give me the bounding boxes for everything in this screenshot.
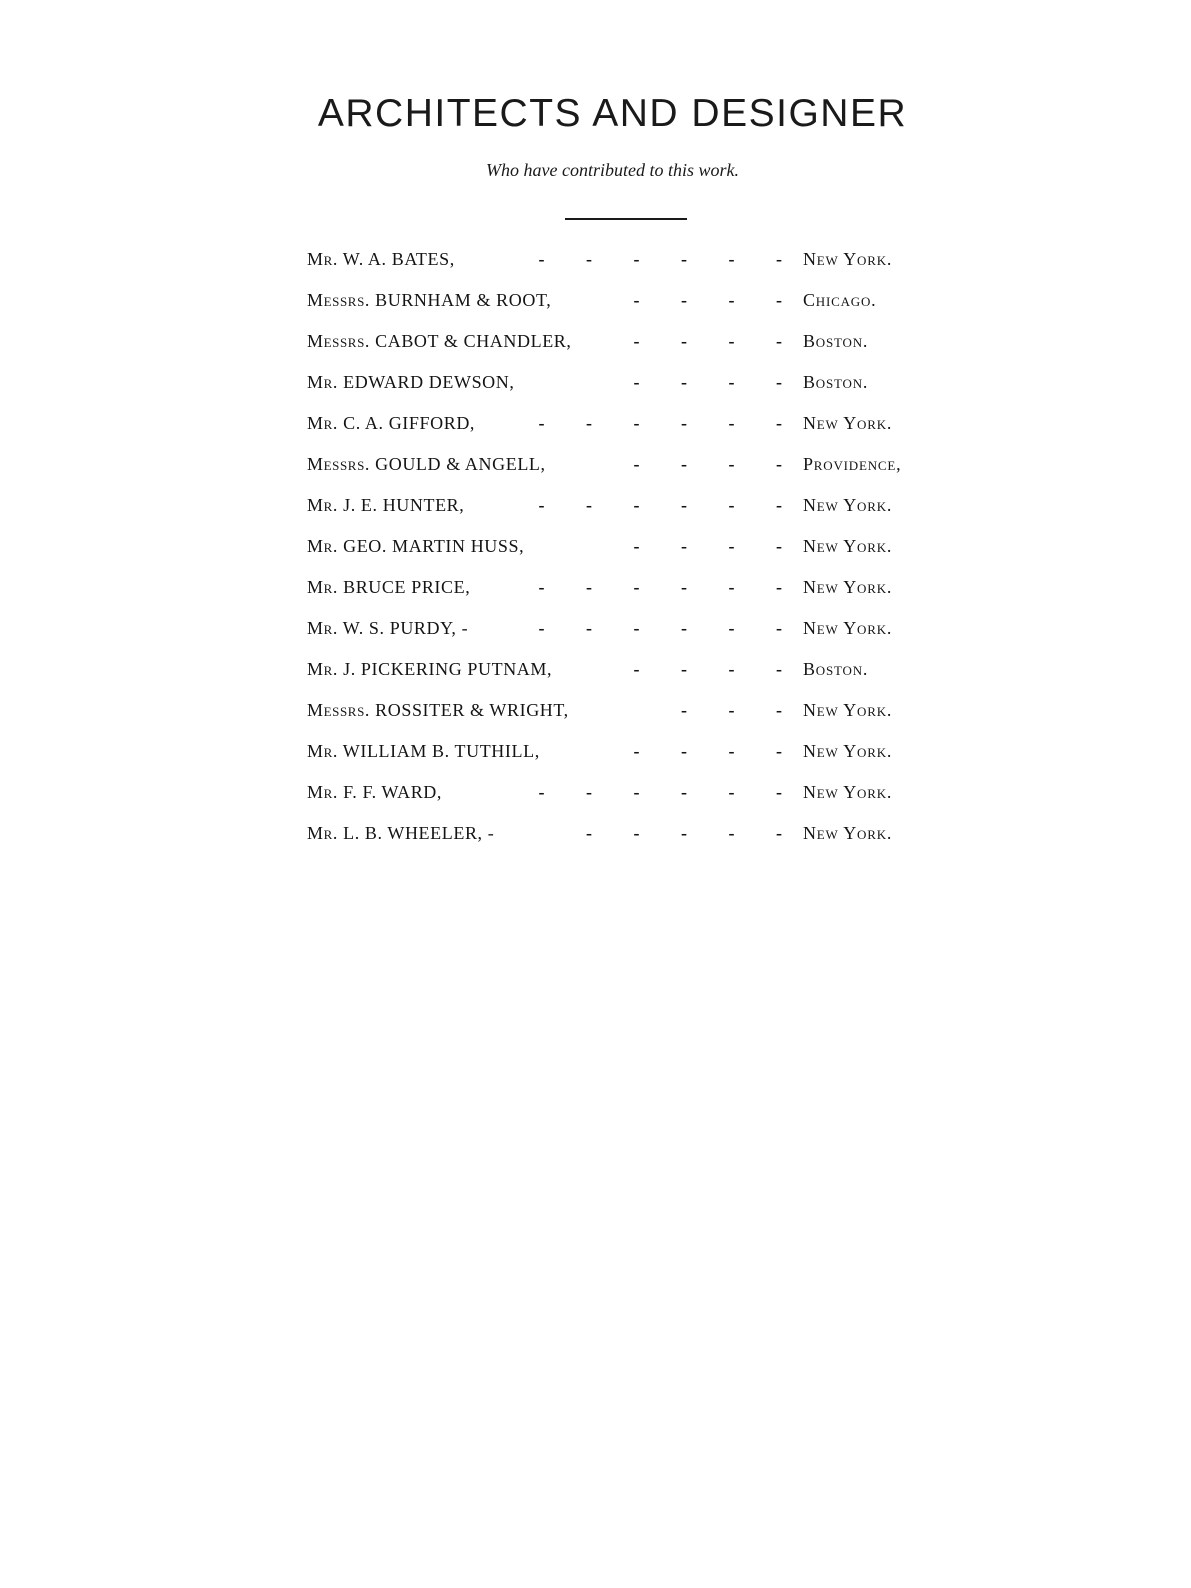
contributor-name-text: CABOT & CHANDLER, [375,331,572,351]
contributor-prefix: Mr. [307,618,338,638]
list-item [307,738,917,779]
contributor-city: Providence, [803,454,902,474]
contributors-list [307,246,917,861]
dot-leaders: - - - - [633,290,782,310]
list-item [307,533,917,574]
list-item [307,287,917,328]
contributor-prefix: Mr. [307,413,338,433]
contributor-prefix: Mr. [307,536,338,556]
contributor-name-text: GOULD & ANGELL, [375,454,546,474]
document-page [300,0,925,1588]
list-item [307,656,917,697]
contributor-name-text: W. S. PURDY, - [342,618,469,638]
contributor-city: Chicago. [803,290,877,310]
contributor-prefix: Mr. [307,495,338,515]
contributor-prefix: Mr. [307,249,338,269]
dot-leaders: - - - - - - [538,577,782,597]
dot-leaders: - - - - [633,454,782,474]
dot-leaders: - - - - - - [538,249,782,269]
list-item [307,615,917,656]
contributor-name-text: EDWARD DEWSON, [343,372,515,392]
contributor-name [307,369,514,396]
list-item [307,328,917,369]
contributor-name-text: W. A. BATES, [342,249,455,269]
list-item [307,410,917,451]
contributor-name-text: C. A. GIFFORD, [343,413,476,433]
dot-leaders: - - - [681,700,782,720]
contributor-name-text: F. F. WARD, [343,782,443,802]
dot-leaders: - - - - - [586,823,782,843]
contributor-name-text: J. E. HUNTER, [343,495,465,515]
contributor-city: New York. [803,823,893,843]
list-item [307,574,917,615]
contributor-city: New York. [803,536,893,556]
page-subtitle: Who have contributed to this work. [486,160,739,180]
contributor-prefix: Messrs. [307,454,371,474]
contributor-name-text: BRUCE PRICE, [343,577,471,597]
contributor-prefix: Mr. [307,823,338,843]
list-item [307,697,917,738]
contributor-name [307,492,464,519]
contributor-name [307,779,442,806]
contributor-name [307,820,494,847]
dot-leaders: - - - - - - [538,495,782,515]
contributor-name [307,738,540,765]
list-item [307,492,917,533]
contributor-name [307,451,546,478]
dot-leaders: - - - - - - [538,618,782,638]
contributor-prefix: Messrs. [307,700,371,720]
contributor-prefix: Mr. [307,782,338,802]
contributor-name-text: GEO. MARTIN HUSS, [343,536,525,556]
contributor-name [307,246,455,273]
contributor-city: New York. [803,249,893,269]
dot-leaders: - - - - - - [538,413,782,433]
contributor-city: Boston. [803,372,869,392]
list-item [307,369,917,410]
contributor-city: New York. [803,700,893,720]
contributor-city: New York. [803,413,893,433]
contributor-prefix: Mr. [307,372,338,392]
contributor-city: Boston. [803,331,869,351]
contributor-city: Boston. [803,659,869,679]
contributor-name [307,574,470,601]
list-item [307,451,917,492]
contributor-prefix: Mr. [307,741,338,761]
page-title: ARCHITECTS AND DESIGNER [317,92,908,135]
dot-leaders: - - - - [633,536,782,556]
contributor-name [307,615,468,642]
contributor-name-text: J. PICKERING PUTNAM, [343,659,553,679]
dot-leaders: - - - - [633,331,782,351]
dot-leaders: - - - - [633,372,782,392]
contributor-city: New York. [803,577,893,597]
contributor-city: New York. [803,782,893,802]
list-item [307,246,917,287]
contributor-prefix: Messrs. [307,290,371,310]
contributor-name [307,410,475,437]
contributor-prefix: Mr. [307,577,338,597]
contributor-name-text: L. B. WHEELER, - [343,823,495,843]
list-item [307,779,917,820]
dot-leaders: - - - - [633,741,782,761]
contributor-name [307,287,551,314]
contributor-prefix: Mr. [307,659,338,679]
contributor-name [307,533,524,560]
contributor-name-text: WILLIAM B. TUTHILL, [342,741,540,761]
contributor-name [307,656,552,683]
contributor-name-text: BURNHAM & ROOT, [375,290,552,310]
dot-leaders: - - - - - - [538,782,782,802]
contributor-name-text: ROSSITER & WRIGHT, [375,700,569,720]
contributor-city: New York. [803,495,893,515]
list-item [307,820,917,861]
dot-leaders: - - - - [633,659,782,679]
title-rule [565,218,687,220]
contributor-city: New York. [803,618,893,638]
contributor-city: New York. [803,741,893,761]
contributor-prefix: Messrs. [307,331,371,351]
